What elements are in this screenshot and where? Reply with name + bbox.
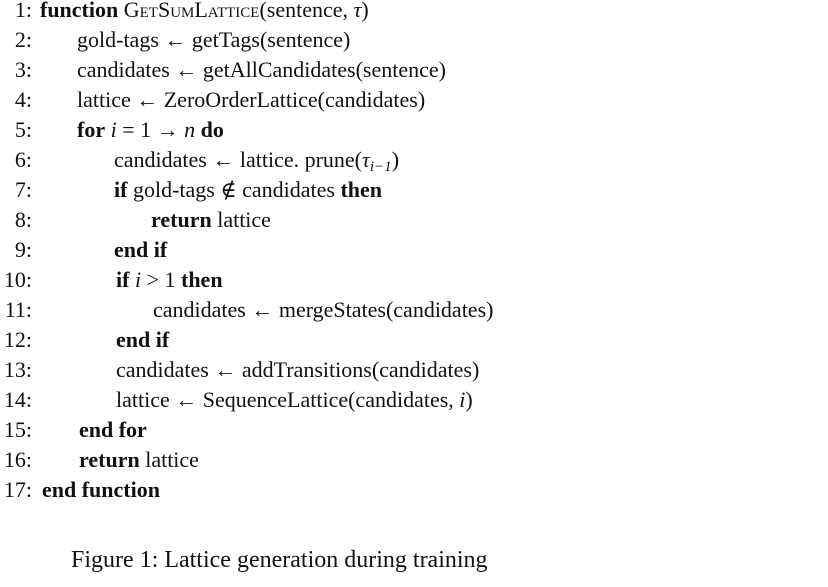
if-statement xyxy=(116,265,223,295)
return-statement xyxy=(79,445,199,475)
loop-variable: i xyxy=(459,387,466,412)
keyword-end-if: end if xyxy=(114,237,168,262)
line-number: 14: xyxy=(3,387,32,412)
keyword-end-function: end function xyxy=(42,477,160,502)
statement xyxy=(116,385,473,415)
line-number: 13: xyxy=(3,357,32,382)
keyword-then: then xyxy=(181,267,223,292)
keyword-return: return xyxy=(79,447,140,472)
loop-variable: i xyxy=(110,117,117,142)
figure-caption: Figure 1: Lattice generation during training xyxy=(71,547,488,573)
keyword-return: return xyxy=(151,207,212,232)
return-value: lattice xyxy=(217,207,271,232)
keyword-if: if xyxy=(114,177,128,202)
keyword-end-for: end for xyxy=(79,417,147,442)
line-number: 12: xyxy=(3,327,32,352)
return-value: lattice xyxy=(145,447,199,472)
statement: lattice ← ZeroOrderLattice(candidates) xyxy=(77,87,426,112)
statement: candidates ← addTransitions(candidates) xyxy=(116,357,480,382)
line-number: 6: xyxy=(14,147,32,172)
tau-subscript: i−1 xyxy=(369,159,392,175)
prune-call: candidates ← lattice. prune( xyxy=(114,147,363,172)
if-variable: i xyxy=(134,267,142,292)
close-paren: ) xyxy=(391,147,400,172)
line-number: 11: xyxy=(4,297,32,322)
close-paren: ) xyxy=(465,387,473,412)
tau-vector: → τ xyxy=(354,0,362,25)
keyword-then: then xyxy=(340,177,383,202)
loop-range: = 1 → xyxy=(116,117,185,142)
if-statement xyxy=(114,175,382,205)
line-number: 2: xyxy=(14,27,32,52)
line-number: 3: xyxy=(14,57,32,82)
line-number: 7: xyxy=(14,177,32,202)
keyword-if: if xyxy=(116,267,130,292)
line-number: 10: xyxy=(3,267,32,292)
if-condition: > 1 xyxy=(141,267,176,292)
line-number: 17: xyxy=(3,477,32,502)
return-statement xyxy=(151,205,271,235)
statement: candidates ← getAllCandidates(sentence) xyxy=(77,57,446,82)
loop-bound: n xyxy=(184,117,196,142)
function-name: GetSumLattice xyxy=(123,0,260,22)
function-signature xyxy=(40,0,369,25)
function-params-close: ) xyxy=(361,0,369,22)
if-condition: gold-tags ∉ candidates xyxy=(132,177,335,202)
line-number: 9: xyxy=(14,237,32,262)
statement: gold-tags ← getTags(sentence) xyxy=(77,27,351,52)
keyword-end-if: end if xyxy=(116,327,170,352)
line-number: 1: xyxy=(14,0,32,22)
tau-symbol: τ xyxy=(362,147,370,172)
statement: candidates ← mergeStates(candidates) xyxy=(153,297,494,322)
for-statement xyxy=(77,115,224,145)
function-params-open: (sentence, xyxy=(259,0,354,22)
keyword-function: function xyxy=(40,0,119,22)
sequence-lattice-call: lattice ← SequenceLattice(candidates, xyxy=(116,387,460,412)
line-number: 15: xyxy=(3,417,32,442)
keyword-do: do xyxy=(200,117,224,142)
keyword-for: for xyxy=(77,117,106,142)
line-number: 5: xyxy=(14,117,32,142)
line-number: 16: xyxy=(3,447,32,472)
line-number: 4: xyxy=(14,87,32,112)
line-number: 8: xyxy=(14,207,32,232)
